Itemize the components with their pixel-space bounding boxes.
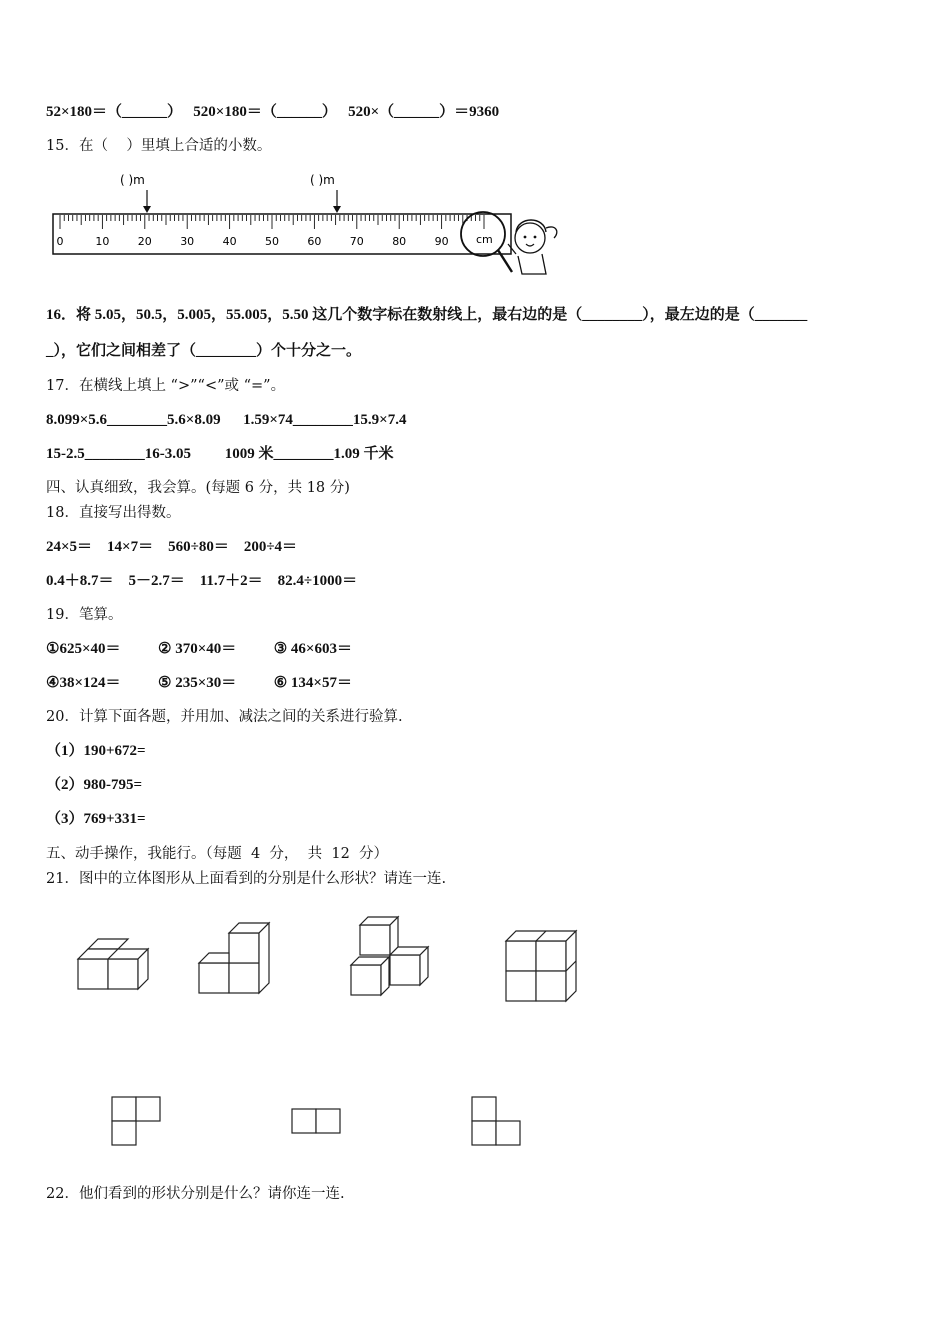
arrow-a-head — [143, 206, 151, 213]
q20-item-3: （3）769+331= — [46, 811, 146, 827]
ruler-label: 90 — [434, 235, 449, 248]
ruler-unit: cm — [476, 233, 493, 246]
top-view-2 — [292, 1109, 340, 1133]
q14-tail: 52×180＝（______） 520×180＝（______） 520×（______）＝9360 — [46, 104, 500, 120]
ruler-label: 30 — [180, 235, 195, 248]
ruler-blank-a: ( )m — [120, 173, 145, 187]
top-view-1 — [112, 1097, 160, 1145]
ruler-label: 40 — [222, 235, 237, 248]
q19-text: 19．笔算。 — [46, 607, 123, 623]
q19-row2: ④38×124＝ ⑤ 235×30＝ ⑥ 134×57＝ — [46, 675, 352, 691]
q21-text: 21．图中的立体图形从上面看到的分别是什么形状？请连一连. — [46, 871, 447, 887]
ruler-label: 60 — [307, 235, 322, 248]
q17-row2: 15-2.5________16-3.05 1009 米________1.09 千米 — [46, 446, 394, 462]
q16-line2: _），它们之间相差了（________）个十分之一。 — [46, 343, 362, 359]
ruler-label: 20 — [137, 235, 152, 248]
q20-item-2: （2）980-795= — [46, 777, 143, 793]
q18-text: 18．直接写出得数。 — [46, 505, 181, 521]
ruler-label: 50 — [265, 235, 279, 248]
section5-title: 五、动手操作，我能行。（每题 4 分， 共 12 分） — [46, 846, 389, 862]
q20-text: 20．计算下面各题，并用加、减法之间的关系进行验算. — [46, 709, 403, 725]
ruler-label: 70 — [349, 235, 364, 248]
solid-4 — [506, 931, 576, 1001]
section4-title: 四、认真细致，我会算。(每题 6 分，共 18 分) — [46, 480, 350, 496]
arrow-b-head — [333, 206, 341, 213]
ruler-label: 0 — [56, 235, 64, 248]
solid-3 — [351, 917, 428, 995]
q18-row2: 0.4＋8.7＝ 5－2.7＝ 11.7＋2＝ 82.4÷1000＝ — [46, 573, 358, 589]
ruler-label: 10 — [95, 235, 110, 248]
q22-text: 22．他们看到的形状分别是什么？请你连一连. — [46, 1186, 345, 1202]
q20-item-1: （1）190+672= — [46, 743, 146, 759]
q21-top-views — [100, 1090, 540, 1150]
ruler-body — [53, 214, 511, 254]
q17-row1: 8.099×5.6________5.6×8.09 1.59×74________15.9×7.4 — [46, 412, 407, 428]
q17-text: 17．在横线上填上 “>”“<”或 “=”。 — [46, 378, 286, 394]
ruler-figure — [46, 166, 566, 278]
solid-2 — [199, 923, 269, 993]
q19-row1: ①625×40＝ ② 370×40＝ ③ 46×603＝ — [46, 641, 352, 657]
q18-row1: 24×5＝ 14×7＝ 560÷80＝ 200÷4＝ — [46, 539, 298, 555]
q16-line1: 16．将 5.05，50.5，5.005，55.005，5.50 这几个数字标在数射线上，最右边的是（________），最左边的是（_______ — [46, 307, 808, 323]
ruler-blank-b: ( )m — [310, 173, 335, 187]
q15-text: 15．在（ ）里填上合适的小数。 — [46, 138, 272, 154]
girl-icon — [508, 220, 557, 274]
top-view-3 — [472, 1097, 520, 1145]
q21-solids — [70, 905, 590, 1015]
ruler-label: 80 — [392, 235, 407, 248]
solid-1 — [78, 939, 148, 989]
